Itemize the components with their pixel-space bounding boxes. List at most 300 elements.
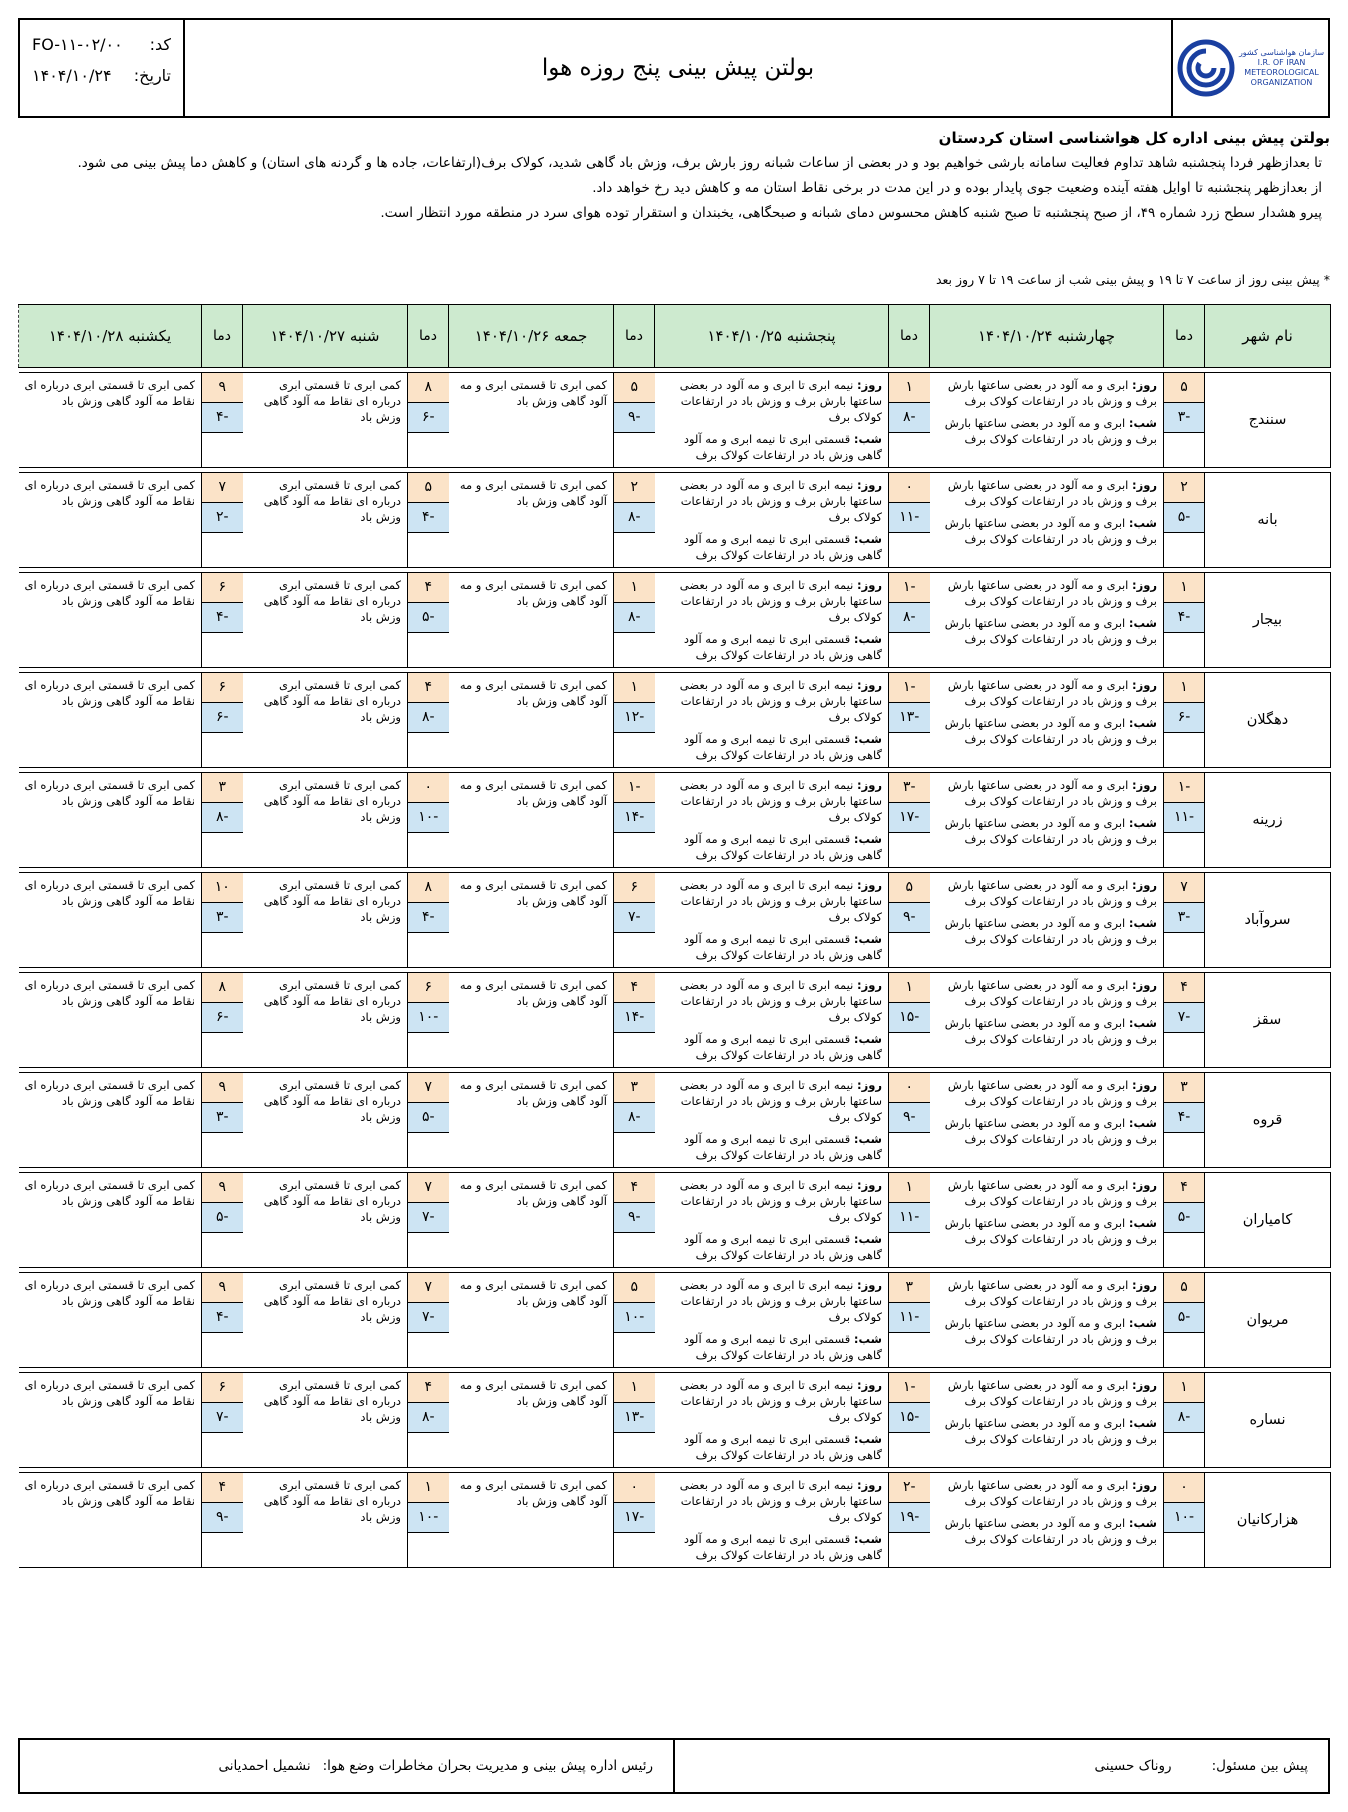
day-label: روز: [857, 678, 882, 692]
min-temp: -۵ [1164, 1303, 1204, 1333]
max-temp: ۰ [889, 473, 930, 503]
night-label: شب: [853, 732, 882, 746]
forecast-description [19, 773, 202, 868]
day-label: روز: [857, 1078, 882, 1092]
temperature-cell [614, 1373, 655, 1468]
night-forecast [661, 1131, 883, 1163]
night-forecast [661, 431, 883, 463]
forecast-description [19, 873, 202, 968]
city-name: سقز [1205, 973, 1331, 1068]
max-temp: ۸ [408, 373, 449, 403]
forecast-description [19, 1473, 202, 1568]
temperature-cell [408, 773, 449, 868]
day-text: ابری و مه آلود در بعضی ساعتها بارش برف و وزش باد در ارتفاعات کولاک برف [947, 978, 1157, 1008]
night-label: شب: [853, 432, 882, 446]
temperature-cell [202, 973, 243, 1068]
day-text: ابری و مه آلود در بعضی ساعتها بارش برف و وزش باد در ارتفاعات کولاک برف [947, 1178, 1157, 1208]
max-temp: ۲ [614, 473, 655, 503]
temperature-cell [408, 1473, 449, 1568]
max-temp: ۵ [408, 473, 449, 503]
forecast-description [449, 873, 614, 968]
min-temp: -۱۳ [889, 703, 930, 733]
temperature-cell [614, 773, 655, 868]
night-text: قسمتی ابری تا نیمه ابری و مه آلود گاهی وزش باد در ارتفاعات کولاک برف [683, 1032, 882, 1062]
min-temp: -۷ [202, 1403, 243, 1433]
night-label: شب: [853, 1132, 882, 1146]
forecast-text: کمی ابری تا قسمتی ابری درباره ای نقاط مه آلود گاهی وزش باد [263, 378, 401, 424]
temperature-cell [408, 473, 449, 568]
max-temp: ۷ [408, 1273, 449, 1303]
temperature-cell [202, 1273, 243, 1368]
forecast-description [930, 573, 1164, 668]
max-temp: ۴ [1164, 973, 1204, 1003]
day-text: ابری و مه آلود در بعضی ساعتها بارش برف و وزش باد در ارتفاعات کولاک برف [947, 378, 1157, 408]
day-label: روز: [857, 1278, 882, 1292]
day-forecast [661, 477, 883, 525]
table-row [19, 1173, 1331, 1268]
day-text: ابری و مه آلود در بعضی ساعتها بارش برف و وزش باد در ارتفاعات کولاک برف [947, 878, 1157, 908]
min-temp: -۴ [1164, 603, 1204, 633]
max-temp: ۱۰ [202, 873, 243, 903]
min-temp: -۱۷ [614, 1503, 655, 1533]
night-text: قسمتی ابری تا نیمه ابری و مه آلود گاهی وزش باد در ارتفاعات کولاک برف [683, 1432, 882, 1462]
min-temp: -۴ [202, 1303, 243, 1333]
temperature-cell [202, 1173, 243, 1268]
min-temp: -۱۰ [614, 1303, 655, 1333]
city-name: زرینه [1205, 773, 1331, 868]
max-temp: ۴ [614, 1173, 655, 1203]
min-temp: -۱۰ [408, 803, 449, 833]
day-label: روز: [1132, 978, 1157, 992]
min-temp: -۱۰ [408, 1003, 449, 1033]
forecast-description [243, 673, 408, 768]
night-label: شب: [1128, 1216, 1157, 1230]
forecast-text: کمی ابری تا قسمتی ابری درباره ای نقاط مه آلود گاهی وزش باد [263, 578, 401, 624]
forecast-description [449, 1373, 614, 1468]
city-name: سنندج [1205, 373, 1331, 468]
bulletin-title: بولتن پیش بینی پنج روزه هوا [541, 55, 815, 81]
day-label: روز: [857, 978, 882, 992]
temperature-cell [889, 1473, 930, 1568]
forecast-description [19, 1173, 202, 1268]
max-temp: ۹ [202, 373, 243, 403]
max-temp: ۶ [614, 873, 655, 903]
max-temp: -۱ [889, 573, 930, 603]
min-temp: -۶ [1164, 703, 1204, 733]
night-forecast [661, 1231, 883, 1263]
night-label: شب: [1128, 1516, 1157, 1530]
day-column-header: پنجشنبه ۱۴۰۴/۱۰/۲۵ [655, 305, 889, 368]
night-label: شب: [1128, 1316, 1157, 1330]
forecast-description [243, 973, 408, 1068]
forecast-text: کمی ابری تا قسمتی ابری و مه آلود گاهی وزش باد [459, 778, 607, 808]
temperature-cell [408, 373, 449, 468]
max-temp: ۳ [889, 1273, 930, 1303]
forecast-description [655, 873, 889, 968]
night-label: شب: [1128, 816, 1157, 830]
forecast-description [655, 1273, 889, 1368]
day-text: نیمه ابری تا ابری و مه آلود در بعضی ساعتها بارش برف و وزش باد در ارتفاعات کولاک برف [679, 678, 882, 724]
forecast-description [19, 673, 202, 768]
day-forecast [661, 677, 883, 725]
temperature-cell [889, 573, 930, 668]
temperature-cell [1164, 1473, 1205, 1568]
min-temp: -۱۱ [889, 1203, 930, 1233]
day-column-header: چهارشنبه ۱۴۰۴/۱۰/۲۴ [930, 305, 1164, 368]
code-label: کد: [149, 35, 171, 54]
max-temp: ۱ [889, 1173, 930, 1203]
forecast-text: کمی ابری تا قسمتی ابری درباره ای نقاط مه آلود گاهی وزش باد [24, 1478, 195, 1508]
min-temp: -۵ [408, 1103, 449, 1133]
temperature-cell [614, 973, 655, 1068]
forecast-description [243, 473, 408, 568]
night-label: شب: [853, 932, 882, 946]
forecast-description [19, 1073, 202, 1168]
temperature-cell [1164, 1273, 1205, 1368]
city-name: بیجار [1205, 573, 1331, 668]
forecast-description [655, 773, 889, 868]
temperature-cell [1164, 1173, 1205, 1268]
intro-paragraph: تا بعدازظهر فردا پنجشنبه شاهد تداوم فعالیت سامانه بارشی خواهیم بود و در بعضی از ساعات شبانه روز بارش برف، وزش باد گاهی شدید، کولاک برف(ارتفاعات، جاده ها و گردنه های استان) و کاهش دما پیش بینی می شود. [77, 155, 1322, 171]
temperature-cell [408, 873, 449, 968]
night-forecast [661, 831, 883, 863]
day-forecast [661, 1377, 883, 1425]
table-row [19, 1373, 1331, 1468]
min-temp: -۳ [1164, 403, 1204, 433]
day-column-header: جمعه ۱۴۰۴/۱۰/۲۶ [449, 305, 614, 368]
day-forecast [936, 777, 1158, 809]
temperature-cell [1164, 773, 1205, 868]
max-temp: -۳ [889, 773, 930, 803]
day-label: روز: [1132, 1178, 1157, 1192]
temp-column-header: دما [202, 305, 243, 368]
min-temp: -۸ [408, 1403, 449, 1433]
day-text: نیمه ابری تا ابری و مه آلود در بعضی ساعتها بارش برف و وزش باد در ارتفاعات کولاک برف [679, 1478, 882, 1524]
max-temp: ۰ [1164, 1473, 1204, 1503]
forecast-description [19, 1373, 202, 1468]
day-label: روز: [1132, 478, 1157, 492]
min-temp: -۱۵ [889, 1403, 930, 1433]
min-temp: -۱۱ [1164, 803, 1204, 833]
forecast-text: کمی ابری تا قسمتی ابری درباره ای نقاط مه آلود گاهی وزش باد [263, 678, 401, 724]
day-text: ابری و مه آلود در بعضی ساعتها بارش برف و وزش باد در ارتفاعات کولاک برف [947, 578, 1157, 608]
min-temp: -۳ [1164, 903, 1204, 933]
city-name: قروه [1205, 1073, 1331, 1168]
timing-note: * پیش بینی روز از ساعت ۷ تا ۱۹ و پیش بینی شب از ساعت ۱۹ تا ۷ روز بعد [935, 272, 1330, 287]
max-temp: ۰ [614, 1473, 655, 1503]
forecaster-box [675, 1740, 1328, 1792]
day-label: روز: [1132, 678, 1157, 692]
min-temp: -۷ [408, 1203, 449, 1233]
temperature-cell [202, 873, 243, 968]
max-temp: ۹ [202, 1273, 243, 1303]
forecast-text: کمی ابری تا قسمتی ابری درباره ای نقاط مه آلود گاهی وزش باد [263, 1478, 401, 1524]
min-temp: -۱۱ [889, 1303, 930, 1333]
forecast-text: کمی ابری تا قسمتی ابری و مه آلود گاهی وزش باد [459, 878, 607, 908]
forecast-description [243, 1273, 408, 1368]
max-temp: ۷ [408, 1173, 449, 1203]
max-temp: ۷ [1164, 873, 1204, 903]
night-label: شب: [853, 1032, 882, 1046]
day-forecast [936, 1177, 1158, 1209]
forecast-description [930, 1173, 1164, 1268]
forecast-text: کمی ابری تا قسمتی ابری و مه آلود گاهی وزش باد [459, 378, 607, 408]
temperature-cell [408, 973, 449, 1068]
forecast-description [655, 1373, 889, 1468]
night-forecast [661, 631, 883, 663]
max-temp: ۱ [889, 373, 930, 403]
max-temp: ۶ [202, 1373, 243, 1403]
forecast-description [243, 873, 408, 968]
temp-column-header: دما [408, 305, 449, 368]
night-text: ابری و مه آلود در بعضی ساعتها بارش برف و وزش باد در ارتفاعات کولاک برف [944, 416, 1157, 446]
night-forecast [936, 715, 1158, 747]
forecast-description [449, 1173, 614, 1268]
forecast-description [243, 373, 408, 468]
forecast-description [449, 373, 614, 468]
max-temp: ۵ [1164, 1273, 1204, 1303]
day-label: روز: [1132, 378, 1157, 392]
day-text: ابری و مه آلود در بعضی ساعتها بارش برف و وزش باد در ارتفاعات کولاک برف [947, 678, 1157, 708]
forecast-description [19, 573, 202, 668]
min-temp: -۴ [202, 403, 243, 433]
temperature-cell [889, 1273, 930, 1368]
min-temp: -۸ [889, 403, 930, 433]
forecast-description [449, 973, 614, 1068]
table-row [19, 1073, 1331, 1168]
forecast-description [19, 373, 202, 468]
night-text: قسمتی ابری تا نیمه ابری و مه آلود گاهی وزش باد در ارتفاعات کولاک برف [683, 832, 882, 862]
table-row [19, 573, 1331, 668]
max-temp: ۱ [1164, 673, 1204, 703]
day-forecast [661, 877, 883, 925]
max-temp: ۸ [202, 973, 243, 1003]
day-label: روز: [1132, 878, 1157, 892]
forecast-text: کمی ابری تا قسمتی ابری درباره ای نقاط مه آلود گاهی وزش باد [24, 478, 195, 508]
min-temp: -۷ [408, 1303, 449, 1333]
min-temp: -۲ [202, 503, 243, 533]
night-text: ابری و مه آلود در بعضی ساعتها بارش برف و وزش باد در ارتفاعات کولاک برف [944, 1116, 1157, 1146]
forecast-description [243, 573, 408, 668]
max-temp: ۰ [889, 1073, 930, 1103]
temperature-cell [202, 1473, 243, 1568]
day-label: روز: [857, 878, 882, 892]
organization-logo [1171, 20, 1328, 116]
temperature-cell [614, 673, 655, 768]
night-text: قسمتی ابری تا نیمه ابری و مه آلود گاهی وزش باد در ارتفاعات کولاک برف [683, 532, 882, 562]
max-temp: ۴ [408, 573, 449, 603]
forecast-description [449, 1073, 614, 1168]
city-name: دهگلان [1205, 673, 1331, 768]
min-temp: -۵ [408, 603, 449, 633]
table-row [19, 473, 1331, 568]
forecast-text: کمی ابری تا قسمتی ابری درباره ای نقاط مه آلود گاهی وزش باد [263, 1178, 401, 1224]
forecast-text: کمی ابری تا قسمتی ابری درباره ای نقاط مه آلود گاهی وزش باد [263, 1378, 401, 1424]
day-forecast [661, 977, 883, 1025]
table-header-row [19, 305, 1331, 368]
forecast-description [449, 673, 614, 768]
day-label: روز: [857, 578, 882, 592]
min-temp: -۸ [614, 1103, 655, 1133]
day-column-header: شنبه ۱۴۰۴/۱۰/۲۷ [243, 305, 408, 368]
max-temp: ۸ [408, 873, 449, 903]
max-temp: -۱ [889, 673, 930, 703]
night-label: شب: [1128, 716, 1157, 730]
min-temp: -۳ [202, 1103, 243, 1133]
night-text: ابری و مه آلود در بعضی ساعتها بارش برف و وزش باد در ارتفاعات کولاک برف [944, 716, 1157, 746]
day-text: ابری و مه آلود در بعضی ساعتها بارش برف و وزش باد در ارتفاعات کولاک برف [947, 1278, 1157, 1308]
max-temp: ۵ [614, 373, 655, 403]
code-value: FO-۱۱-۰۲/۰۰ [32, 35, 123, 54]
forecast-description [930, 673, 1164, 768]
night-text: ابری و مه آلود در بعضی ساعتها بارش برف و وزش باد در ارتفاعات کولاک برف [944, 616, 1157, 646]
temperature-cell [889, 473, 930, 568]
temperature-cell [202, 773, 243, 868]
night-label: شب: [853, 1232, 882, 1246]
forecast-text: کمی ابری تا قسمتی ابری و مه آلود گاهی وزش باد [459, 678, 607, 708]
max-temp: ۴ [408, 1373, 449, 1403]
day-text: ابری و مه آلود در بعضی ساعتها بارش برف و وزش باد در ارتفاعات کولاک برف [947, 1378, 1157, 1408]
night-label: شب: [1128, 516, 1157, 530]
forecast-text: کمی ابری تا قسمتی ابری درباره ای نقاط مه آلود گاهی وزش باد [24, 1378, 195, 1408]
forecast-description [930, 973, 1164, 1068]
forecast-description [449, 473, 614, 568]
forecast-description [930, 373, 1164, 468]
city-name: مریوان [1205, 1273, 1331, 1368]
forecast-description [930, 1473, 1164, 1568]
night-forecast [661, 531, 883, 563]
temperature-cell [202, 573, 243, 668]
day-text: نیمه ابری تا ابری و مه آلود در بعضی ساعتها بارش برف و وزش باد در ارتفاعات کولاک برف [679, 378, 882, 424]
forecast-text: کمی ابری تا قسمتی ابری درباره ای نقاط مه آلود گاهی وزش باد [24, 778, 195, 808]
date-value: ۱۴۰۴/۱۰/۲۴ [32, 66, 112, 85]
day-text: نیمه ابری تا ابری و مه آلود در بعضی ساعتها بارش برف و وزش باد در ارتفاعات کولاک برف [679, 978, 882, 1024]
max-temp: ۳ [614, 1073, 655, 1103]
night-label: شب: [853, 532, 882, 546]
temperature-cell [1164, 873, 1205, 968]
day-label: روز: [857, 778, 882, 792]
day-forecast [936, 1477, 1158, 1509]
forecast-description [655, 1173, 889, 1268]
table-row [19, 373, 1331, 468]
max-temp: ۹ [202, 1073, 243, 1103]
forecast-text: کمی ابری تا قسمتی ابری درباره ای نقاط مه آلود گاهی وزش باد [24, 578, 195, 608]
day-label: روز: [857, 1378, 882, 1392]
night-forecast [936, 915, 1158, 947]
intro-paragraph: پیرو هشدار سطح زرد شماره ۴۹، از صبح پنجشنبه تا صبح شنبه کاهش محسوس دمای شبانه و صبحگاهی، یخبندان و استقرار توده هوای سرد در منطقه مورد انتظار است. [380, 205, 1322, 221]
min-temp: -۴ [408, 903, 449, 933]
temperature-cell [614, 1473, 655, 1568]
max-temp: -۱ [1164, 773, 1204, 803]
temperature-cell [202, 473, 243, 568]
temperature-cell [408, 573, 449, 668]
min-temp: -۸ [889, 603, 930, 633]
day-forecast [661, 1477, 883, 1525]
min-temp: -۸ [614, 603, 655, 633]
day-label: روز: [1132, 778, 1157, 792]
night-text: ابری و مه آلود در بعضی ساعتها بارش برف و وزش باد در ارتفاعات کولاک برف [944, 1516, 1157, 1546]
max-temp: ۱ [614, 1373, 655, 1403]
forecast-description [243, 773, 408, 868]
forecast-description [655, 1473, 889, 1568]
temperature-cell [889, 973, 930, 1068]
day-forecast [936, 677, 1158, 709]
intro-paragraph: از بعدازظهر پنجشنبه تا اوایل هفته آینده وضعیت جوی پایدار بوده و در این مدت در برخی نقاط استان مه و کاهش دید رخ خواهد داد. [592, 180, 1322, 196]
day-text: نیمه ابری تا ابری و مه آلود در بعضی ساعتها بارش برف و وزش باد در ارتفاعات کولاک برف [679, 478, 882, 524]
city-name: هزارکانیان [1205, 1473, 1331, 1568]
night-forecast [661, 1431, 883, 1463]
forecast-description [243, 1073, 408, 1168]
temperature-cell [889, 1073, 930, 1168]
forecast-text: کمی ابری تا قسمتی ابری و مه آلود گاهی وزش باد [459, 1178, 607, 1208]
forecast-description [930, 1373, 1164, 1468]
max-temp: ۳ [1164, 1073, 1204, 1103]
max-temp: -۱ [889, 1373, 930, 1403]
forecast-text: کمی ابری تا قسمتی ابری درباره ای نقاط مه آلود گاهی وزش باد [263, 778, 401, 824]
night-text: ابری و مه آلود در بعضی ساعتها بارش برف و وزش باد در ارتفاعات کولاک برف [944, 1016, 1157, 1046]
document-code-box [20, 20, 185, 116]
day-forecast [936, 877, 1158, 909]
temperature-cell [408, 1273, 449, 1368]
table-row [19, 1273, 1331, 1368]
forecaster-label: پیش بین مسئول: [1211, 1758, 1308, 1774]
forecast-description [655, 973, 889, 1068]
min-temp: -۹ [614, 1203, 655, 1233]
forecast-description [449, 1273, 614, 1368]
forecast-description [655, 473, 889, 568]
day-label: روز: [857, 478, 882, 492]
max-temp: ۴ [614, 973, 655, 1003]
temperature-cell [614, 1273, 655, 1368]
forecast-description [930, 773, 1164, 868]
night-text: قسمتی ابری تا نیمه ابری و مه آلود گاهی وزش باد در ارتفاعات کولاک برف [683, 432, 882, 462]
night-text: قسمتی ابری تا نیمه ابری و مه آلود گاهی وزش باد در ارتفاعات کولاک برف [683, 632, 882, 662]
temp-column-header: دما [614, 305, 655, 368]
min-temp: -۸ [614, 503, 655, 533]
min-temp: -۶ [202, 1003, 243, 1033]
day-label: روز: [857, 378, 882, 392]
forecast-table [18, 304, 1331, 1568]
day-label: روز: [857, 1178, 882, 1192]
max-temp: -۲ [889, 1473, 930, 1503]
night-forecast [936, 1215, 1158, 1247]
max-temp: ۱ [1164, 573, 1204, 603]
day-forecast [661, 377, 883, 425]
night-forecast [936, 615, 1158, 647]
night-text: ابری و مه آلود در بعضی ساعتها بارش برف و وزش باد در ارتفاعات کولاک برف [944, 1216, 1157, 1246]
max-temp: ۷ [408, 1073, 449, 1103]
forecast-description [930, 1073, 1164, 1168]
min-temp: -۸ [1164, 1403, 1204, 1433]
min-temp: -۱۵ [889, 1003, 930, 1033]
day-forecast [936, 1377, 1158, 1409]
temperature-cell [1164, 1373, 1205, 1468]
max-temp: ۲ [1164, 473, 1204, 503]
temperature-cell [1164, 373, 1205, 468]
min-temp: -۹ [614, 403, 655, 433]
forecast-description [449, 573, 614, 668]
max-temp: ۰ [408, 773, 449, 803]
bulletin-header [18, 18, 1330, 118]
head-name: نشمیل احمدیانی [218, 1758, 311, 1774]
day-forecast [936, 377, 1158, 409]
day-label: روز: [857, 1478, 882, 1492]
max-temp: ۶ [202, 573, 243, 603]
max-temp: ۷ [202, 473, 243, 503]
min-temp: -۱۰ [1164, 1503, 1204, 1533]
day-forecast [661, 1277, 883, 1325]
night-text: ابری و مه آلود در بعضی ساعتها بارش برف و وزش باد در ارتفاعات کولاک برف [944, 916, 1157, 946]
